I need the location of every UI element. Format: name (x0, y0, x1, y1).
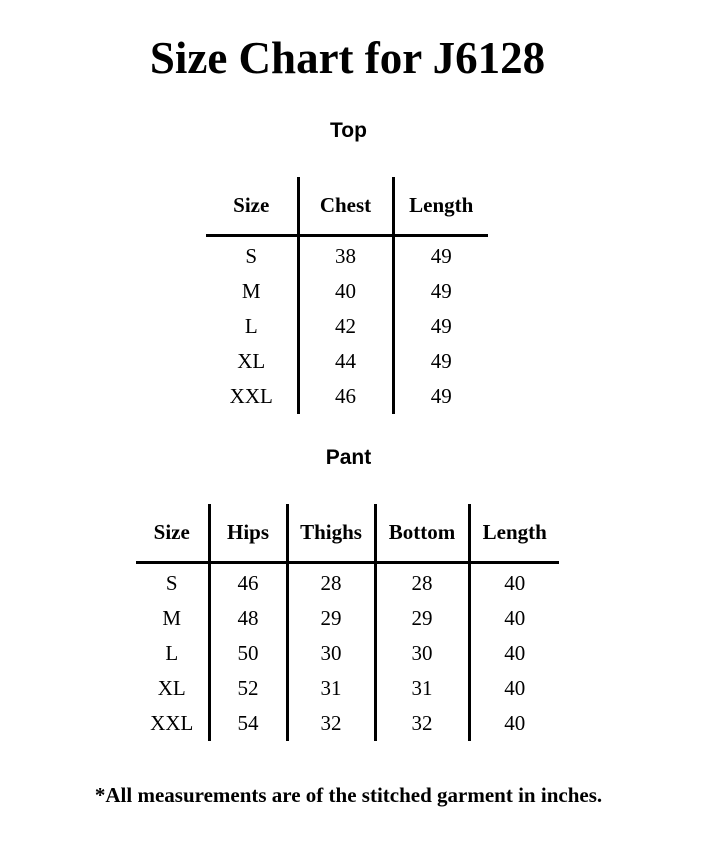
length-cell: 49 (430, 384, 452, 408)
length-cell: 40 (504, 571, 526, 595)
size-cell: XXL (206, 379, 298, 414)
chest-cell: 42 (298, 309, 393, 344)
chest-cell: 38 (298, 236, 393, 275)
top-section-heading: Top (330, 119, 367, 142)
size-cell: XL (136, 671, 209, 706)
table-row (206, 379, 488, 414)
length-cell: 40 (504, 676, 526, 700)
table-header-row (136, 504, 559, 563)
column-header-bottom: Bottom (375, 504, 469, 563)
page-title: Size Chart for J6128 (149, 33, 546, 83)
size-cell: S (136, 563, 209, 602)
table-row (206, 344, 488, 379)
column-header-size: Size (136, 504, 209, 563)
bottom-cell: 30 (375, 636, 469, 671)
chest-cell: 46 (298, 379, 393, 414)
thighs-cell: 32 (287, 706, 375, 741)
bottom-cell: 31 (375, 671, 469, 706)
length-cell: 49 (430, 279, 452, 303)
pant-section-heading: Pant (325, 446, 372, 469)
chest-cell: 44 (298, 344, 393, 379)
size-cell: L (206, 309, 298, 344)
length-cell: 49 (430, 244, 452, 268)
hips-cell: 46 (209, 563, 287, 602)
column-header-length: Length (469, 504, 559, 563)
table-row (136, 601, 559, 636)
column-header-size: Size (206, 177, 298, 236)
pant-size-table (136, 504, 559, 741)
size-cell: M (206, 274, 298, 309)
size-cell: M (136, 601, 209, 636)
table-row (136, 706, 559, 741)
column-header-chest: Chest (298, 177, 393, 236)
thighs-cell: 28 (287, 563, 375, 602)
size-cell: S (206, 236, 298, 275)
table-row (136, 671, 559, 706)
column-header-hips: Hips (209, 504, 287, 563)
table-row (206, 274, 488, 309)
column-header-length: Length (393, 177, 488, 236)
top-size-table (206, 177, 488, 414)
bottom-cell: 29 (375, 601, 469, 636)
size-cell: XL (206, 344, 298, 379)
thighs-cell: 29 (287, 601, 375, 636)
table-row (206, 309, 488, 344)
hips-cell: 48 (209, 601, 287, 636)
table-row (136, 563, 559, 602)
length-cell: 40 (504, 711, 526, 735)
measurement-footnote: *All measurements are of the stitched garment in inches. (94, 783, 603, 807)
length-cell: 40 (504, 606, 526, 630)
table-row (206, 236, 488, 275)
table-header-row (206, 177, 488, 236)
hips-cell: 50 (209, 636, 287, 671)
hips-cell: 52 (209, 671, 287, 706)
thighs-cell: 30 (287, 636, 375, 671)
bottom-cell: 32 (375, 706, 469, 741)
length-cell: 49 (430, 314, 452, 338)
size-cell: L (136, 636, 209, 671)
column-header-thighs: Thighs (287, 504, 375, 563)
size-cell: XXL (136, 706, 209, 741)
table-row (136, 636, 559, 671)
length-cell: 49 (430, 349, 452, 373)
chest-cell: 40 (298, 274, 393, 309)
length-cell: 40 (504, 641, 526, 665)
thighs-cell: 31 (287, 671, 375, 706)
hips-cell: 54 (209, 706, 287, 741)
bottom-cell: 28 (375, 563, 469, 602)
